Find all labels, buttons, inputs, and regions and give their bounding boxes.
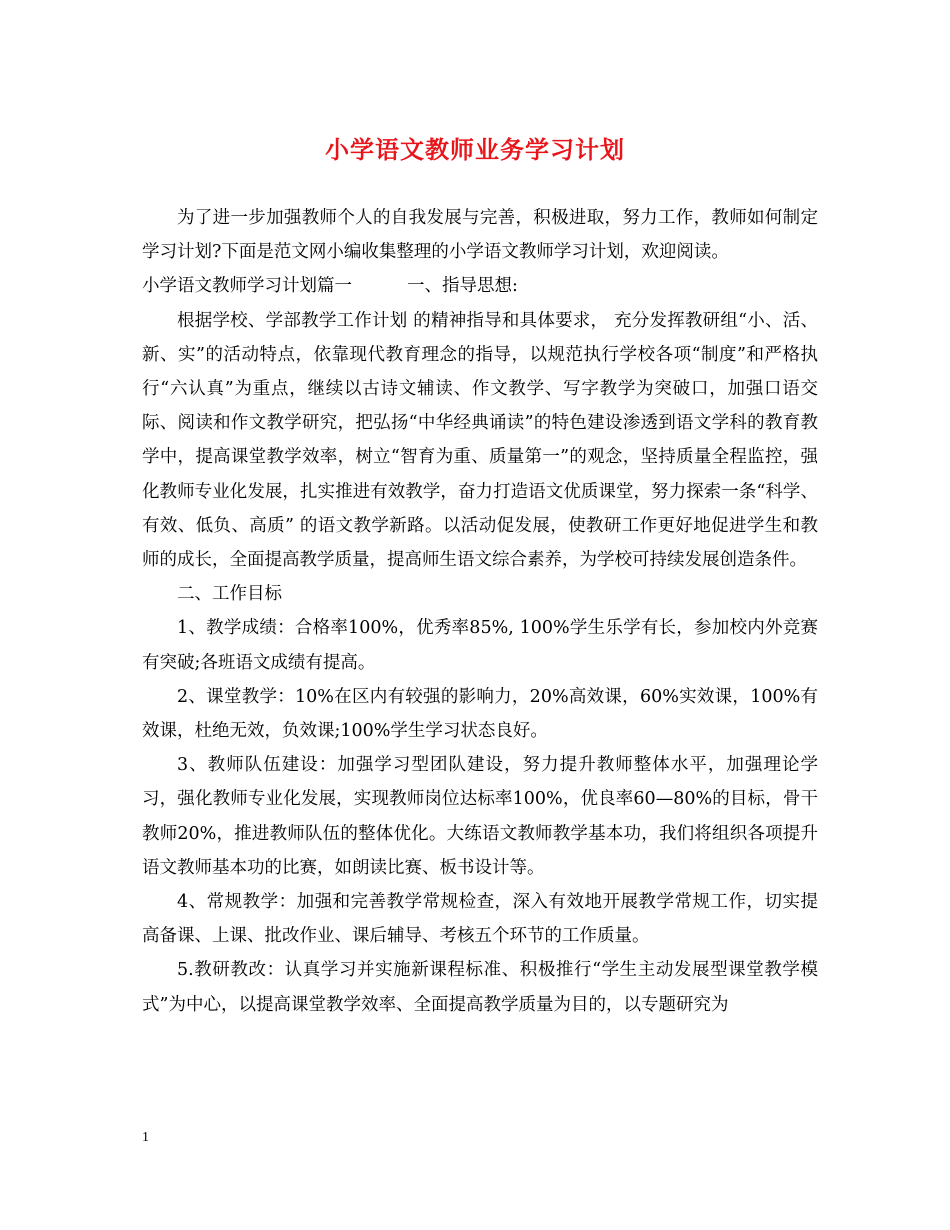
goal-item-2: 2、课堂教学：10%在区内有较强的影响力，20%高效课，60%实效课，100%有效课，杜绝无效，负效课;100%学生学习状态良好。 [142, 686, 818, 742]
heading-guiding-principles: 一、指导思想: [407, 276, 518, 297]
heading-work-goals: 二、工作目标 [177, 584, 282, 605]
intro-paragraph: 为了进一步加强教师个人的自我发展与完善，积极进取，努力工作，教师如何制定学习计划?下面是范文网小编收集整理的小学语文教师学习计划，欢迎阅读。 [142, 208, 818, 263]
document-body [142, 201, 818, 1022]
goal-item-5: 5.教研教改：认真学习并实施新课程标准、积极推行“学生主动发展型课堂教学模式”为中心，以提高课堂教学效率、全面提高教学质量为目的，以专题研究为 [142, 960, 818, 1015]
section-line [142, 269, 818, 303]
goal-item-1: 1、教学成绩：合格率100%，优秀率85%, 100%学生乐学有长，参加校内外竞赛有突破;各班语文成绩有提高。 [142, 618, 818, 673]
guiding-principles-paragraph: 根据学校、学部教学工作计划 的精神指导和具体要求， 充分发挥教研组“小、活、新、实”的活动特点，依靠现代教育理念的指导，以规范执行学校各项“制度”和严格执行“六认真”为重点，继续以古诗文辅读、作文教学、写字教学为突破口，加强口语交际、阅读和作文教学研究，把弘扬“中华经典诵读”的特色建设渗透到语文学科的教育教学中，提高课堂教学效率，树立“智育为重、质量第一”的观念，坚持质量全程监控，强化教师专业化发展，扎实推进有效教学，奋力打造语文优质课堂，努力探索一条“科学、有效、低负、高质” 的语文教学新路。以活动促发展，使教研工作更好地促进学生和教师的成长，全面提高教学质量，提高师生语文综合素养，为学校可持续发展创造条件。 [142, 310, 818, 571]
goal-item-3: 3、教师队伍建设：加强学习型团队建设，努力提升教师整体水平，加强理论学习，强化教师专业化发展，实现教师岗位达标率100%，优良率60—80%的目标，骨干教师20%，推进教师队伍的整体优化。大练语文教师教学基本功，我们将组织各项提升语文教师基本功的比赛，如朗读比赛、板书设计等。 [142, 755, 818, 878]
page-number: 1 [142, 1130, 149, 1145]
goal-item-4: 4、常规教学：加强和完善教学常规检查，深入有效地开展教学常规工作，切实提高备课、上课、批改作业、课后辅导、考核五个环节的工作质量。 [142, 892, 818, 947]
section-label: 小学语文教师学习计划篇一 [142, 276, 352, 297]
document-title: 小学语文教师业务学习计划 [325, 135, 625, 164]
